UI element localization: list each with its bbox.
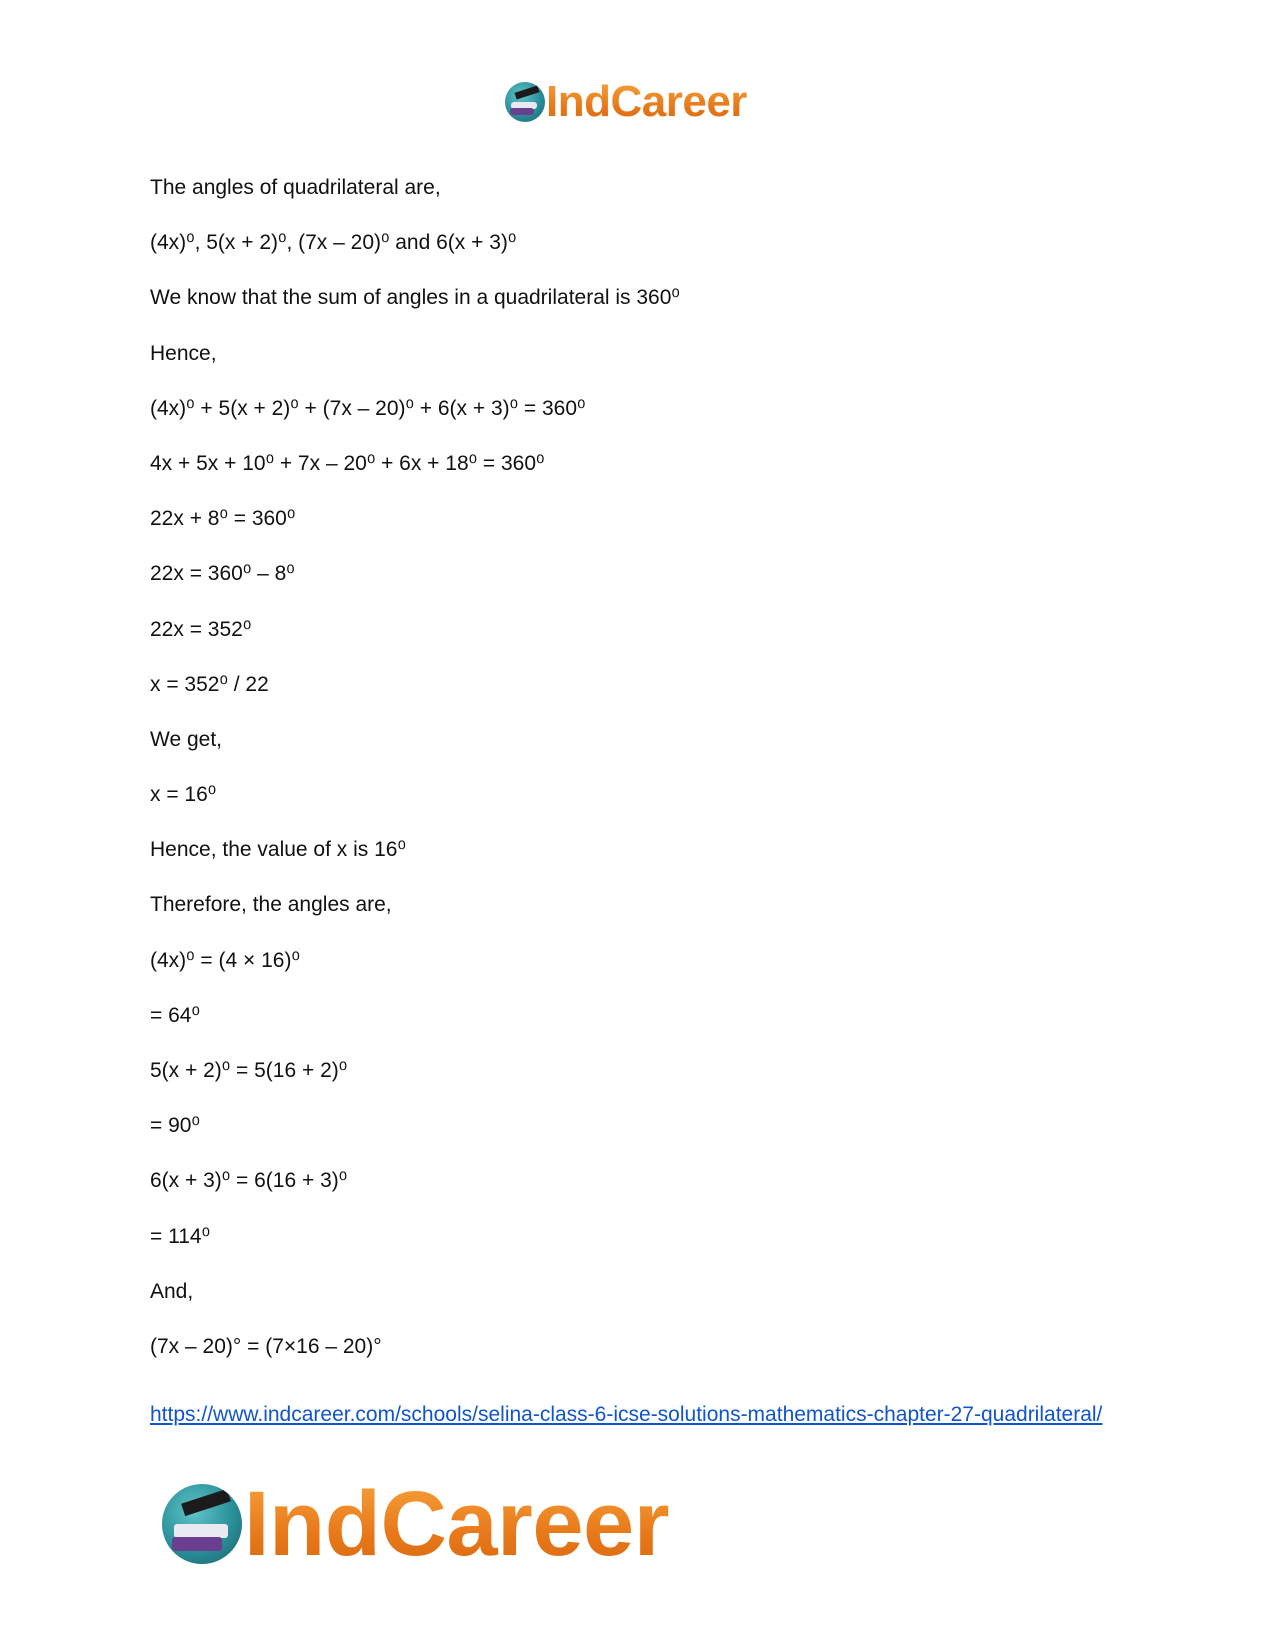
solution-line: Therefore, the angles are,: [150, 893, 392, 917]
solution-line: 22x = 352⁰: [150, 617, 252, 641]
solution-line: 22x = 360⁰ – 8⁰: [150, 562, 295, 586]
solution-line: (4x)⁰ + 5(x + 2)⁰ + (7x – 20)⁰ + 6(x + 3)⁰ = 360⁰: [150, 396, 586, 420]
solution-line: = 114⁰: [150, 1224, 210, 1248]
solution-line: We get,: [150, 727, 222, 751]
graduation-cap-books-icon: [162, 1484, 242, 1564]
solution-line: (4x)⁰, 5(x + 2)⁰, (7x – 20)⁰ and 6(x + 3)⁰: [150, 231, 517, 255]
indcareer-logo-header: [505, 77, 747, 126]
solution-line: 4x + 5x + 10⁰ + 7x – 20⁰ + 6x + 18⁰ = 360⁰: [150, 451, 545, 475]
solution-line: We know that the sum of angles in a quadrilateral is 360⁰: [150, 286, 680, 310]
solution-body: [150, 175, 1130, 1389]
solution-line: 22x + 8⁰ = 360⁰: [150, 507, 296, 531]
solution-line: = 90⁰: [150, 1114, 200, 1138]
solution-line: Hence, the value of x is 16⁰: [150, 838, 406, 862]
graduation-cap-books-icon: [505, 82, 545, 122]
solution-line: x = 352⁰ / 22: [150, 672, 269, 696]
solution-line: x = 16⁰: [150, 783, 217, 807]
solution-line: 6(x + 3)⁰ = 6(16 + 3)⁰: [150, 1169, 348, 1193]
solution-line: = 64⁰: [150, 1003, 200, 1027]
solution-line: And,: [150, 1279, 194, 1303]
solution-line: (7x – 20)° = (7×16 – 20)°: [150, 1334, 382, 1358]
logo-wordmark: IndCareer: [244, 1473, 669, 1575]
solution-line: The angles of quadrilateral are,: [150, 176, 441, 199]
logo-wordmark: IndCareer: [546, 77, 747, 126]
indcareer-logo-footer: [162, 1473, 669, 1575]
solution-line: (4x)⁰ = (4 × 16)⁰: [150, 948, 300, 972]
source-url-link[interactable]: https://www.indcareer.com/schools/selina-class-6-icse-solutions-mathematics-chapter-27-quadrilateral/: [150, 1403, 1103, 1426]
solution-line: 5(x + 2)⁰ = 5(16 + 2)⁰: [150, 1059, 348, 1082]
solution-line: Hence,: [150, 341, 217, 365]
